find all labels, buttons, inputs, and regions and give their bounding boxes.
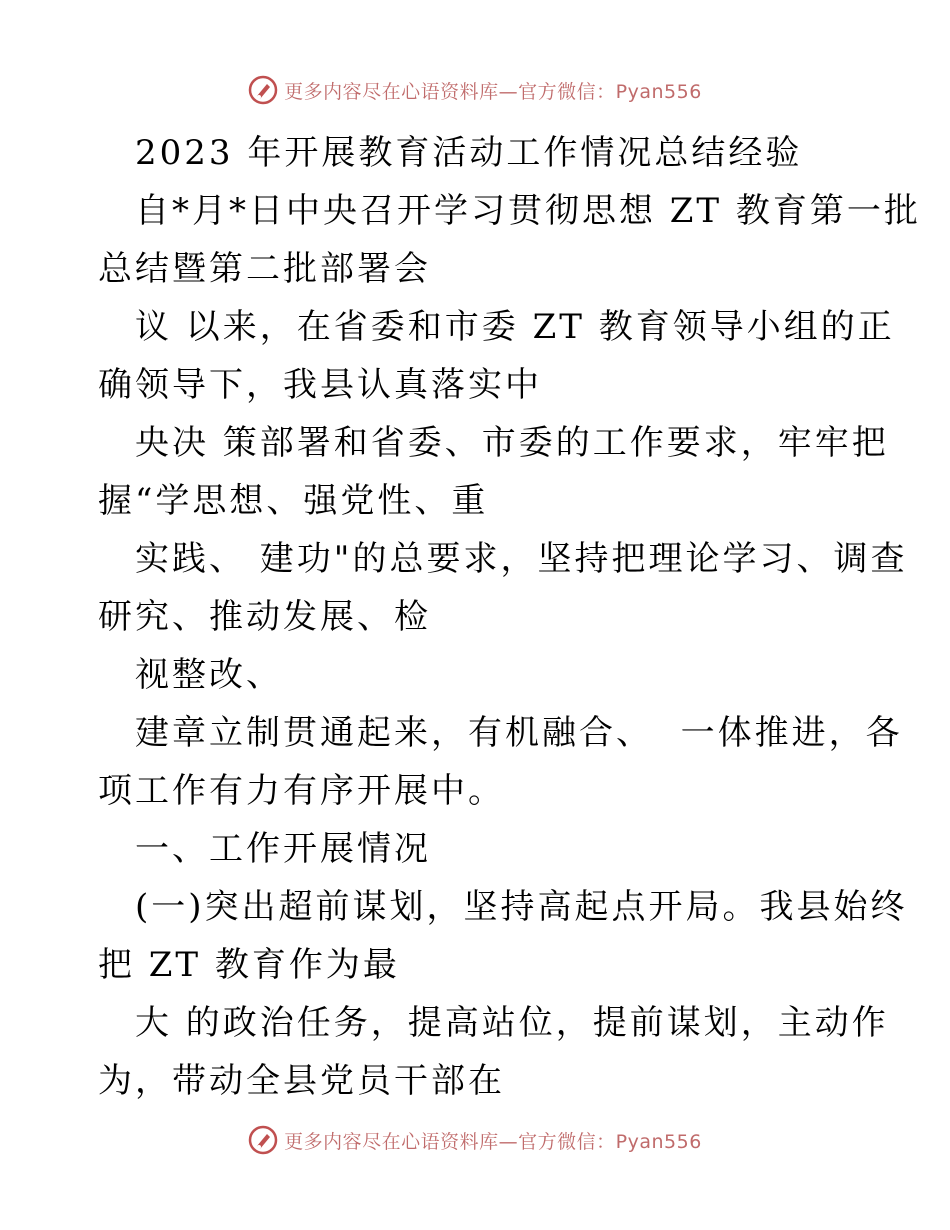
paragraph-line: 视整改、 [135, 655, 283, 695]
section-heading: 一、工作开展情况 [135, 829, 431, 869]
paragraph-line: 研究、推动发展、检 [98, 597, 431, 637]
header-watermark [0, 70, 950, 110]
watermark-text: 更多内容尽在心语资料库—官方微信：Pyan556 [284, 80, 702, 103]
watermark-text: 更多内容尽在心语资料库—官方微信：Pyan556 [284, 1130, 702, 1153]
paragraph-line: 央决 策部署和省委、市委的工作要求，牢牢把 [135, 423, 889, 463]
paragraph-line: 建章立制贯通起来，有机融合、 一体推进，各 [135, 713, 903, 753]
pen-logo-icon [248, 75, 278, 105]
paragraph-line: 议 以来，在省委和市委 ZT 教育领导小组的正 [135, 307, 895, 347]
document-title: 2023 年开展教育活动工作情况总结经验 [135, 133, 803, 173]
paragraph-line: (一)突出超前谋划，坚持高起点开局。我县始终 [135, 887, 908, 927]
paragraph-line: 实践、 建功"的总要求，坚持把理论学习、调查 [135, 539, 908, 579]
paragraph-line: 大 的政治任务，提高站位，提前谋划，主动作 [135, 1003, 889, 1043]
paragraph-line: 把 ZT 教育作为最 [98, 945, 400, 985]
paragraph-line: 总结暨第二批部署会 [98, 249, 431, 289]
paragraph-line: 握“学思想、强党性、重 [98, 481, 489, 521]
paragraph-line: 项工作有力有序开展中。 [98, 771, 505, 811]
footer-watermark [0, 1120, 950, 1160]
paragraph-line: 自*月*日中央召开学习贯彻思想 ZT 教育第一批 [135, 191, 921, 231]
pen-logo-icon [248, 1125, 278, 1155]
paragraph-line: 确领导下，我县认真落实中 [98, 365, 542, 405]
paragraph-line: 为，带动全县党员干部在 [98, 1061, 505, 1101]
